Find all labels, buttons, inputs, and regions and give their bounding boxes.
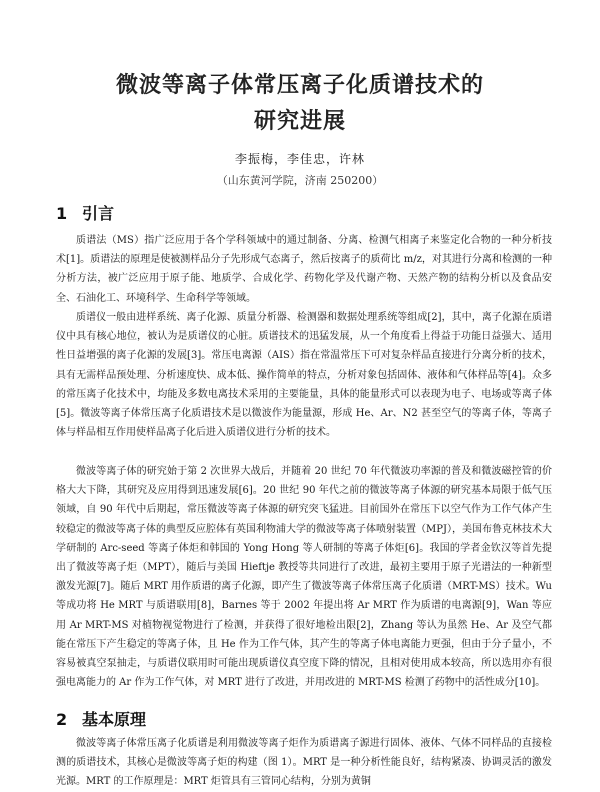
intro-paragraph-1: 质谱法（MS）指广泛应用于各个学科领域中的通过制备、分离、检测气相离子来鉴定化合物的一种分析技术[1]。质谱法的原理是使被测样品分子先形成气态离子，然后按离子的质荷比 m/z，对其进行分离和检测的一种分析方法，被广泛应用于原子能、地质学、合成化学、药物化学及代谢产物、天然产物的结构分析以及食品安全、石油化工、环境科学、生命科学等领域。: [56, 235, 552, 304]
intro-paragraph-3: 微波等离子体的研究始于第 2 次世界大战后，并随着 20 世纪 70 年代微波功率源的普及和微波磁控管的价格大大下降，其研究及应用得到迅速发展[6]。20 世纪 90 年代之前的微波等离子体源的研究基本局限于低气压领域，自 90 年代中后期起，常压微波等离子体源的研究突飞猛进。目前国外在常压下以空气作为工作气体产生较稳定的微波等离子体的典型反应腔体有英国利物浦大学的微波等离子体喷射装置（MPJ），美国布鲁克林技术大学研制的 Arc-seed 等离子体炬和韩国的 Yong Hong 等人研制的等离子体炬[6]。我国的学者金钦汉等首先提出了微波等离子炬（MPT），随后与美国 Hieftje 教授等共同进行了改进，最初主要用于原子光谱法的一种新型激发光源[7]。随后 MRT 用作质谱的离子化源，即产生了微波等离子体常压离子化质谱（MRT-MS）技术。Wu 等成功将 He MRT 与质谱联用[8]，Barnes 等于 2002 年提出将 Ar MRT 作为质谱的电离源[9]，Wan 等应用 Ar MRT-MS 对植物视觉物进行了检测，并获得了很好地检出限[2]，Zhang 等认为虽然 He、Ar 及空气都能在常压下产生稳定的等离子体，且 He 作为工作气体，其产生的等离子体电离能力更强，但由于分子量小，不容易被真空泵抽走，与质谱仪联用时可能出现质谱仪真空度下降的情况，且相对使用成本较高，所以选用亦有很强电离能力的 Ar 作为工作气体，对 MRT 进行了改进，并用改进的 MRT-MS 检测了药物中的活性成分[10]。: [56, 466, 552, 689]
section-heading-principle: [56, 707, 146, 730]
paper-title-line-1: 微波等离子体常压离子化质谱技术的: [115, 73, 484, 98]
principle-paragraph-1: 微波等离子体常压离子化质谱是利用微波等离子炬作为质谱离子源进行固体、液体、气体不同样品的直接检测的质谱技术，其核心是微波等离子炬的构建（图 1）。MRT 是一种分析性能良好，结构紧凑、协调灵活的激发光源。MRT 的工作原理是：MRT 炬管具有三管同心结构，分别为黄铜: [56, 738, 552, 788]
intro-paragraph-2: 质谱仪一般由进样系统、离子化源、质量分析器、检测器和数据处理系统等组成[2]，其中，离子化源在质谱仪中具有核心地位，被认为是质谱仪的心脏。质谱技术的迅猛发展，从一个角度看上得益于功能日益强大、适用性日益增强的离子化源的发展[3]。常压电离源（AIS）指在常温常压下可对复杂样品直接进行分离分析的技术，具有无需样品预处理、分析速度快、成本低、操作简单的特点，分析对象包括固体、液体和气体样品等[4]。众多的常压离子化技术中，均能及多数电离技术采用的主要能量，具体的能量形式可以表现为电子、电场或等离子体[5]。微波等离子体常压离子化质谱技术是以微波作为能量源，形成 He、Ar、N2 甚至空气的等离子体，等离子体与样品相互作用使样品离子化后进入质谱仪进行分析的技术。: [56, 312, 552, 439]
section-number: 2: [56, 710, 68, 729]
section-title: 引言: [82, 204, 115, 223]
paper-title-line-2: 研究进展: [253, 109, 346, 134]
section-title: 基本原理: [82, 710, 147, 729]
section-number: 1: [56, 204, 68, 223]
affiliation: （山东黄河学院，济南 250200）: [216, 174, 384, 187]
author-list: 李振梅，李佳忠，许林: [234, 152, 365, 166]
section-heading-introduction: [56, 201, 114, 224]
